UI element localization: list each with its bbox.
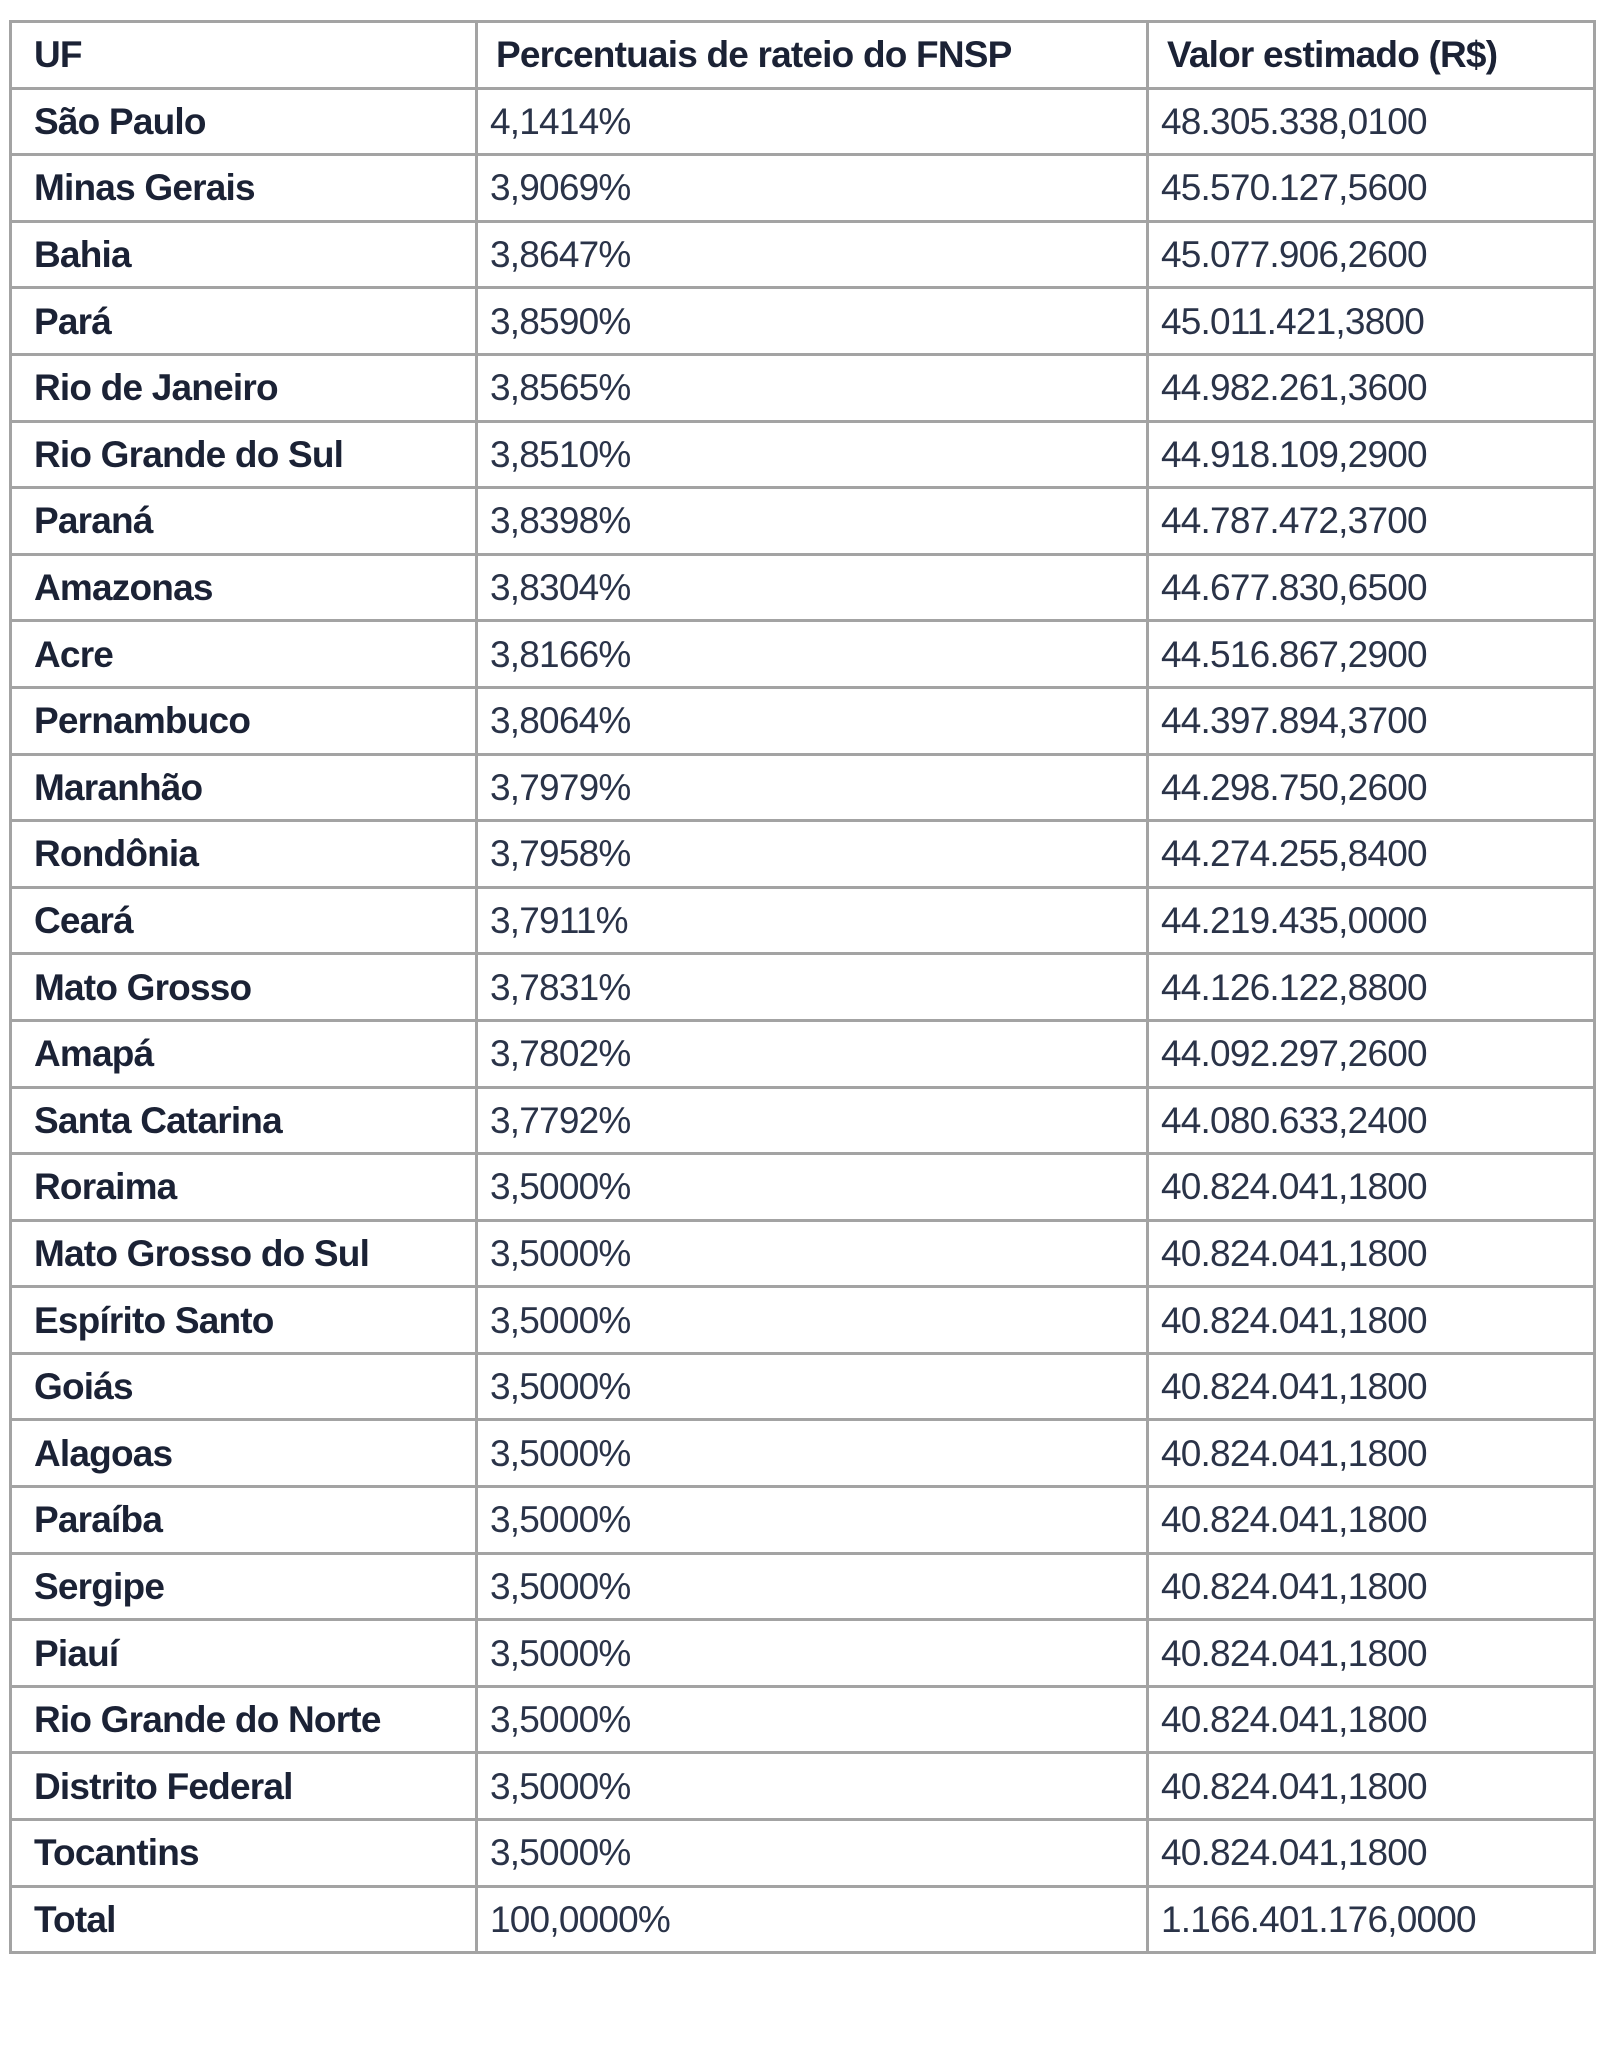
table-row — [11, 887, 1595, 954]
cell-uf: Amazonas — [11, 554, 477, 621]
cell-percent: 3,5000% — [477, 1820, 1148, 1887]
table-row — [11, 754, 1595, 821]
cell-percent: 3,5000% — [477, 1553, 1148, 1620]
cell-percent: 3,5000% — [477, 1620, 1148, 1687]
cell-uf: Bahia — [11, 221, 477, 288]
table-row — [11, 1087, 1595, 1154]
cell-percent: 3,7802% — [477, 1020, 1148, 1087]
cell-percent: 3,5000% — [477, 1353, 1148, 1420]
cell-uf: Paraná — [11, 488, 477, 555]
table-header — [11, 22, 1595, 89]
table-row — [11, 1820, 1595, 1887]
cell-percent: 3,5000% — [477, 1220, 1148, 1287]
cell-uf: Mato Grosso — [11, 954, 477, 1021]
header-uf: UF — [11, 22, 477, 89]
total-row — [11, 1886, 1595, 1953]
cell-percent: 3,5000% — [477, 1287, 1148, 1354]
cell-uf: Goiás — [11, 1353, 477, 1420]
table-row — [11, 1553, 1595, 1620]
cell-value: 44.787.472,3700 — [1148, 488, 1595, 555]
cell-value: 40.824.041,1800 — [1148, 1487, 1595, 1554]
cell-uf: Mato Grosso do Sul — [11, 1220, 477, 1287]
table-row — [11, 488, 1595, 555]
cell-uf: Ceará — [11, 887, 477, 954]
cell-value: 44.092.297,2600 — [1148, 1020, 1595, 1087]
table-row — [11, 687, 1595, 754]
cell-value: 40.824.041,1800 — [1148, 1420, 1595, 1487]
cell-value: 40.824.041,1800 — [1148, 1287, 1595, 1354]
table-body — [11, 88, 1595, 1953]
table-row — [11, 1487, 1595, 1554]
cell-uf: Maranhão — [11, 754, 477, 821]
cell-percent: 3,8064% — [477, 687, 1148, 754]
total-value: 1.166.401.176,0000 — [1148, 1886, 1595, 1953]
table-row — [11, 421, 1595, 488]
table-row — [11, 1420, 1595, 1487]
cell-percent: 3,8398% — [477, 488, 1148, 555]
cell-value: 44.274.255,8400 — [1148, 821, 1595, 888]
table-row — [11, 954, 1595, 1021]
cell-percent: 3,5000% — [477, 1487, 1148, 1554]
table-row — [11, 554, 1595, 621]
table-row — [11, 1287, 1595, 1354]
table-row — [11, 1753, 1595, 1820]
cell-percent: 3,8647% — [477, 221, 1148, 288]
cell-uf: Distrito Federal — [11, 1753, 477, 1820]
cell-percent: 3,8510% — [477, 421, 1148, 488]
total-label: Total — [11, 1886, 477, 1953]
cell-value: 40.824.041,1800 — [1148, 1686, 1595, 1753]
cell-value: 44.126.122,8800 — [1148, 954, 1595, 1021]
cell-uf: Pernambuco — [11, 687, 477, 754]
cell-percent: 3,9069% — [477, 155, 1148, 222]
cell-uf: Tocantins — [11, 1820, 477, 1887]
cell-uf: Amapá — [11, 1020, 477, 1087]
cell-value: 40.824.041,1800 — [1148, 1620, 1595, 1687]
table-row — [11, 821, 1595, 888]
cell-value: 44.397.894,3700 — [1148, 687, 1595, 754]
cell-uf: Sergipe — [11, 1553, 477, 1620]
table-row — [11, 354, 1595, 421]
cell-value: 40.824.041,1800 — [1148, 1353, 1595, 1420]
cell-uf: Roraima — [11, 1154, 477, 1221]
cell-value: 44.918.109,2900 — [1148, 421, 1595, 488]
cell-uf: Alagoas — [11, 1420, 477, 1487]
cell-uf: Rio Grande do Sul — [11, 421, 477, 488]
header-percent: Percentuais de rateio do FNSP — [477, 22, 1148, 89]
cell-percent: 3,8304% — [477, 554, 1148, 621]
cell-value: 48.305.338,0100 — [1148, 88, 1595, 155]
cell-uf: Rondônia — [11, 821, 477, 888]
cell-value: 40.824.041,1800 — [1148, 1154, 1595, 1221]
header-value: Valor estimado (R$) — [1148, 22, 1595, 89]
cell-percent: 3,5000% — [477, 1753, 1148, 1820]
cell-percent: 3,7979% — [477, 754, 1148, 821]
cell-uf: Paraíba — [11, 1487, 477, 1554]
cell-percent: 3,8166% — [477, 621, 1148, 688]
cell-uf: Minas Gerais — [11, 155, 477, 222]
cell-value: 44.080.633,2400 — [1148, 1087, 1595, 1154]
cell-value: 44.982.261,3600 — [1148, 354, 1595, 421]
cell-value: 40.824.041,1800 — [1148, 1820, 1595, 1887]
cell-percent: 3,8565% — [477, 354, 1148, 421]
cell-percent: 3,5000% — [477, 1686, 1148, 1753]
cell-percent: 4,1414% — [477, 88, 1148, 155]
table-row — [11, 1620, 1595, 1687]
cell-percent: 3,7792% — [477, 1087, 1148, 1154]
table-row — [11, 1020, 1595, 1087]
cell-uf: Santa Catarina — [11, 1087, 477, 1154]
header-row — [11, 22, 1595, 89]
cell-value: 40.824.041,1800 — [1148, 1220, 1595, 1287]
cell-value: 44.516.867,2900 — [1148, 621, 1595, 688]
cell-value: 45.077.906,2600 — [1148, 221, 1595, 288]
cell-value: 45.011.421,3800 — [1148, 288, 1595, 355]
cell-value: 44.677.830,6500 — [1148, 554, 1595, 621]
cell-uf: Acre — [11, 621, 477, 688]
cell-percent: 3,7911% — [477, 887, 1148, 954]
table-row — [11, 621, 1595, 688]
cell-percent: 3,5000% — [477, 1154, 1148, 1221]
cell-percent: 3,7958% — [477, 821, 1148, 888]
cell-uf: Pará — [11, 288, 477, 355]
cell-uf: Rio de Janeiro — [11, 354, 477, 421]
cell-uf: Espírito Santo — [11, 1287, 477, 1354]
total-percent: 100,0000% — [477, 1886, 1148, 1953]
cell-value: 40.824.041,1800 — [1148, 1553, 1595, 1620]
table-row — [11, 1220, 1595, 1287]
table-row — [11, 221, 1595, 288]
cell-value: 44.219.435,0000 — [1148, 887, 1595, 954]
table-row — [11, 88, 1595, 155]
cell-uf: São Paulo — [11, 88, 477, 155]
cell-percent: 3,7831% — [477, 954, 1148, 1021]
cell-uf: Rio Grande do Norte — [11, 1686, 477, 1753]
fnsp-allocation-table-container — [9, 20, 1593, 1954]
cell-uf: Piauí — [11, 1620, 477, 1687]
table-row — [11, 1353, 1595, 1420]
cell-percent: 3,8590% — [477, 288, 1148, 355]
cell-value: 44.298.750,2600 — [1148, 754, 1595, 821]
cell-value: 45.570.127,5600 — [1148, 155, 1595, 222]
cell-percent: 3,5000% — [477, 1420, 1148, 1487]
table-row — [11, 288, 1595, 355]
table-row — [11, 1686, 1595, 1753]
table-row — [11, 155, 1595, 222]
cell-value: 40.824.041,1800 — [1148, 1753, 1595, 1820]
fnsp-allocation-table — [9, 20, 1596, 1954]
table-row — [11, 1154, 1595, 1221]
